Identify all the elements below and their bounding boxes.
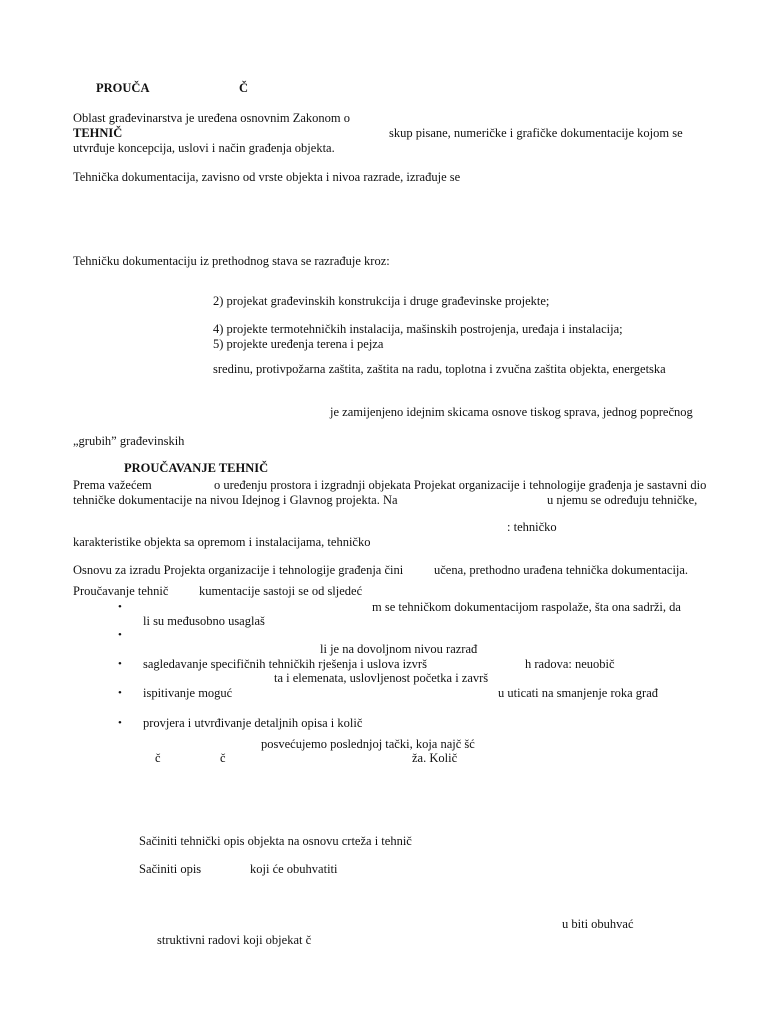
- heading-1-part: PROUČA: [96, 81, 150, 95]
- text-fragment: č: [220, 751, 226, 765]
- list-item: 4) projekte termotehničkih instalacija, mašinskih postrojenja, uređaja i instalacija;: [213, 322, 623, 336]
- paragraph: Tehničku dokumentaciju iz prethodnog stava se razrađuje kroz:: [73, 254, 390, 268]
- paragraph: je zamijenjeno idejnim skicama osnove tiskog sprava, jednog poprečnog: [330, 405, 693, 419]
- bold-term: TEHNIČ: [73, 126, 123, 140]
- bullet-marker: •: [118, 601, 122, 613]
- bullet-text: u uticati na smanjenje roka građ: [498, 686, 659, 700]
- bullet-marker: •: [118, 717, 122, 729]
- bullet-text: m se tehničkom dokumentacijom raspolaže, šta ona sadrži, da: [372, 600, 681, 614]
- paragraph-line: tehničke dokumentacije na nivou Idejnog i Glavnog projekta. Na: [73, 493, 398, 507]
- bullet-text: li su međusobno usaglaš: [143, 614, 265, 628]
- heading-1-fragment: Č: [239, 81, 249, 95]
- paragraph-line: utvrđuje koncepcija, uslovi i način građenja objekta.: [73, 141, 335, 155]
- list-item: 5) projekte uređenja terena i pejza: [213, 337, 384, 351]
- list-item: 2) projekat građevinskih konstrukcija i druge građevinske projekte;: [213, 294, 550, 308]
- text-fragment: č: [155, 751, 161, 765]
- bullet-marker: •: [118, 658, 122, 670]
- task-text: koji će obuhvatiti: [250, 862, 338, 876]
- text-fragment: u biti obuhvać: [562, 917, 634, 931]
- list-item: sredinu, protivpožarna zaštita, zaštita na radu, toplotna i zvučna zaštita objekta, energetska: [213, 362, 666, 376]
- paragraph-line: karakteristike objekta sa opremom i instalacijama, tehničko: [73, 535, 371, 549]
- bullet-text: h radova: neuobič: [525, 657, 615, 671]
- bullet-marker: •: [118, 687, 122, 699]
- task-text: Sačiniti opis: [139, 862, 202, 876]
- bullet-marker: •: [118, 629, 122, 641]
- bullet-text: sagledavanje specifičnih tehničkih rješenja i uslova izvrš: [143, 657, 427, 671]
- paragraph-line: : tehničko: [507, 520, 557, 534]
- paragraph-line: Oblast građevinarstva je uređena osnovnim Zakonom o: [73, 111, 351, 125]
- paragraph: učena, prethodno urađena tehnička dokumentacija.: [434, 563, 689, 577]
- paragraph: Osnovu za izradu Projekta organizacije i tehnologije građenja čini: [73, 563, 404, 577]
- paragraph: „grubih” građevinskih: [73, 434, 185, 448]
- bullet-text: li je na dovoljnom nivou razrađ: [320, 642, 478, 656]
- section-heading: PROUČAVANJE TEHNIČ: [124, 461, 269, 475]
- task-text: Sačiniti tehnički opis objekta na osnovu crteža i tehnič: [139, 834, 412, 848]
- bullet-text: ispitivanje moguć: [143, 686, 233, 700]
- paragraph: Proučavanje tehnič: [73, 584, 169, 598]
- paragraph: Tehnička dokumentacija, zavisno od vrste objekta i nivoa razrade, izrađuje se: [73, 170, 461, 184]
- paragraph-line: skup pisane, numeričke i grafičke dokumentacije kojom se: [389, 126, 683, 140]
- paragraph: kumentacije sastoji se od sljedeć: [199, 584, 363, 598]
- paragraph-line: o uređenju prostora i izgradnji objekata Projekat organizacije i tehnologije građenja je sastavni dio: [214, 478, 707, 492]
- paragraph-line: Prema važećem: [73, 478, 152, 492]
- paragraph-line: u njemu se određuju tehničke,: [547, 493, 698, 507]
- text-fragment: ža. Količ: [412, 751, 458, 765]
- text-fragment: struktivni radovi koji objekat č: [157, 933, 312, 947]
- bullet-text: ta i elemenata, uslovljenost početka i završ: [274, 671, 489, 685]
- paragraph-line: posvećujemo poslednjoj tački, koja najč šć: [261, 737, 475, 751]
- bullet-text: provjera i utvrđivanje detaljnih opisa i količ: [143, 716, 363, 730]
